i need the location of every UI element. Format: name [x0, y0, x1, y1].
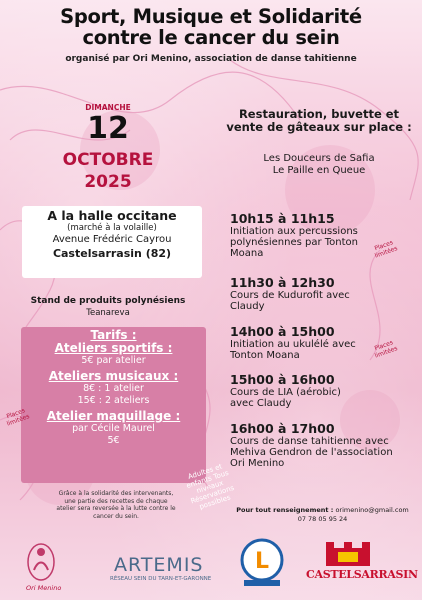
stand-name: Teanareva: [86, 308, 130, 318]
activity-desc: Initiation au ukulélé avec Tonton Moana: [230, 339, 356, 361]
ori-menino-logo-icon: [26, 540, 56, 584]
sponsor-logos: [0, 532, 422, 600]
makeup-by: par Cécile Maurel: [72, 423, 155, 434]
shop-2: Le Paille en Queue: [272, 165, 366, 176]
activity-4: [230, 373, 416, 409]
artemis-logo-text: ARTEMIS: [114, 554, 204, 576]
castelsarrasin-castle-icon: [318, 538, 378, 568]
activity-5: [230, 422, 416, 469]
places-limitees-note-1: Places limitées: [373, 239, 399, 260]
organiser-line: organisé par Ori Menino, association de danse tahitienne: [65, 54, 357, 64]
ori-menino-logo-text: Ori Menino: [26, 584, 62, 592]
svg-text:L: L: [254, 549, 270, 574]
activity-2: [230, 276, 416, 312]
venue-street: Avenue Frédéric Cayrou: [52, 234, 172, 245]
music-price-2: 15€ : 2 ateliers: [77, 395, 150, 406]
castelsarrasin-logo-text: CASTELSARRASIN: [306, 568, 418, 581]
makeup-price: 5€: [107, 435, 120, 446]
contact-label: Pour tout renseignement :: [236, 506, 334, 514]
restauration-title: Restauration, buvette et vente de gâteaux sur place :: [226, 107, 412, 134]
solidarity-note: Grâce à la solidarité des intervenants, une partie des recettes de chaque atelier sera reversée à la lutte contre le cancer du sein.: [56, 490, 176, 520]
contact-phone[interactable]: 07 78 05 95 24: [297, 515, 348, 523]
adultes-note: Adultes et enfants Tous niveaux Réservations possibles: [185, 462, 236, 512]
header: [0, 6, 422, 64]
restauration-shops: [224, 153, 414, 177]
activity-time: 14h00 à 15h00: [230, 324, 335, 339]
activity-desc: Cours de Kudurofit avec Claudy: [230, 290, 350, 312]
title-line2: contre le cancer du sein: [82, 26, 340, 49]
makeup-title: Atelier maquillage :: [46, 409, 181, 423]
year: 2025: [84, 172, 132, 192]
activity-time: 15h00 à 16h00: [230, 372, 335, 387]
places-limitees-note: Places limitées: [5, 407, 31, 428]
weekday: DIMANCHE: [85, 103, 131, 112]
day-number: 12: [87, 111, 129, 146]
music-title: Ateliers musicaux :: [48, 369, 179, 383]
places-limitees-note-2: Places limitées: [373, 339, 399, 360]
stand-title: Stand de produits polynésiens: [30, 296, 186, 306]
sport-title: Ateliers sportifs :: [54, 341, 173, 355]
venue-name: A la halle occitane: [47, 208, 177, 223]
activity-time: 16h00 à 17h00: [230, 421, 335, 436]
shop-1: Les Douceurs de Safia: [263, 153, 375, 164]
sport-price: 5€ par atelier: [81, 355, 146, 366]
contact-info: [225, 506, 420, 524]
title-line1: Sport, Musique et Solidarité: [60, 5, 362, 28]
contact-email[interactable]: orimenino@gmail.com: [335, 506, 409, 514]
tarifs-panel: [21, 327, 206, 483]
leclerc-logo-icon: [240, 538, 284, 588]
activity-desc: Initiation aux percussions polynésiennes par Tonton Moana: [230, 226, 359, 259]
tarifs-title: Tarifs :: [90, 328, 137, 342]
activity-time: 11h30 à 12h30: [230, 275, 335, 290]
activity-time: 10h15 à 11h15: [230, 211, 335, 226]
activity-desc: Cours de LIA (aérobic) avec Claudy: [230, 387, 341, 409]
venue-city: Castelsarrasin (82): [52, 247, 172, 260]
artemis-logo-subtitle: RÉSEAU SEIN DU TARN-ET-GARONNE: [110, 576, 212, 582]
activity-desc: Cours de danse tahitienne avec Mehiva Gendron de l'association Ori Menino: [230, 436, 393, 469]
venue-box: [22, 206, 202, 278]
music-price-1: 8€ : 1 atelier: [83, 383, 144, 394]
venue-subtitle: (marché à la volaille): [67, 223, 157, 233]
month: OCTOBRE: [62, 150, 154, 170]
